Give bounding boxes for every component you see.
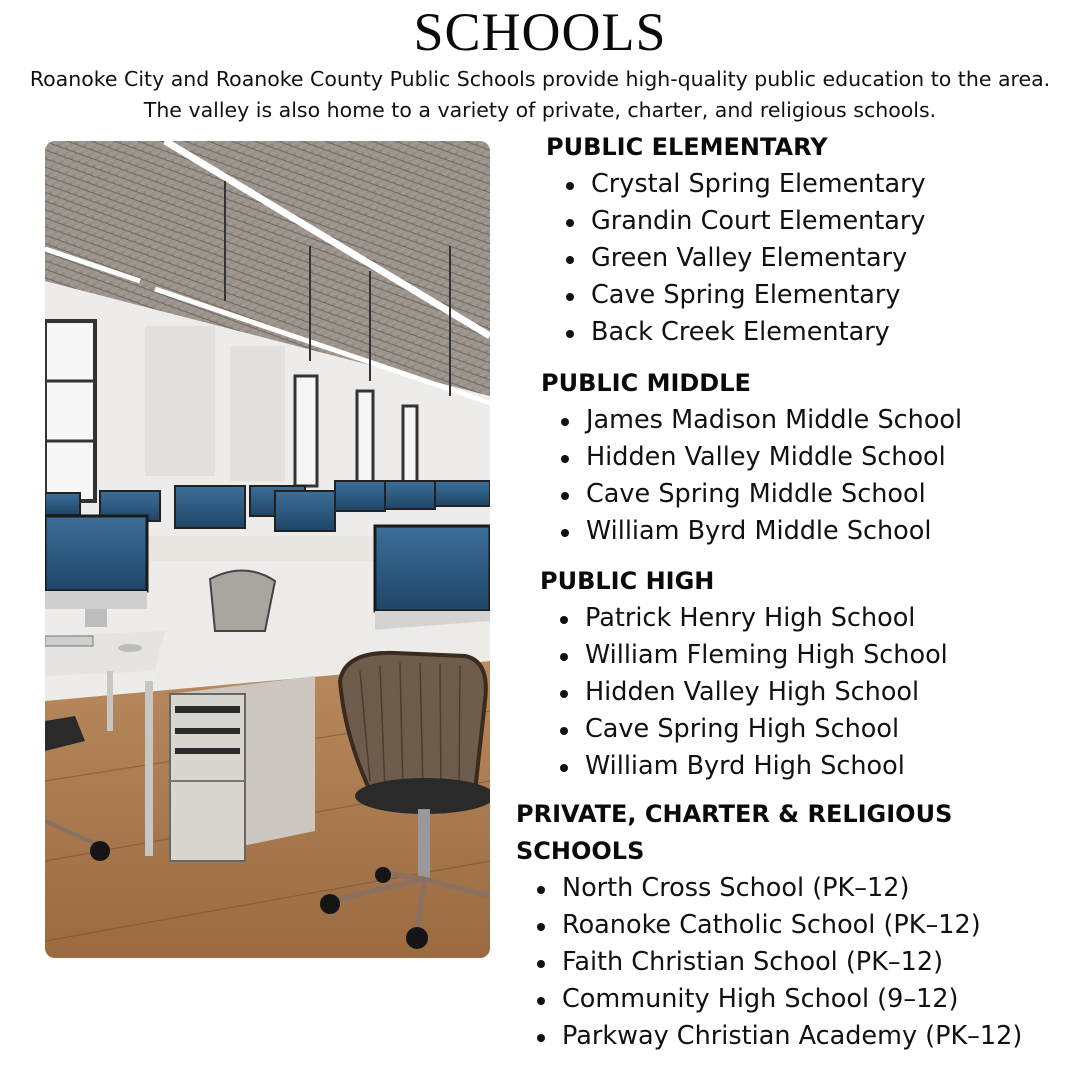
bullet-icon: [561, 492, 569, 500]
list-item: [591, 240, 926, 277]
bullet-icon: [537, 960, 545, 968]
page-title: SCHOOLS: [413, 2, 667, 62]
list-item: [562, 870, 1022, 907]
section-heading: PUBLIC MIDDLE: [541, 369, 751, 397]
list-item: [562, 981, 1022, 1018]
section-public-middle: [541, 365, 962, 550]
list-item: [586, 439, 962, 476]
list-item: [562, 1018, 1022, 1055]
school-name: Grandin Court Elementary: [591, 206, 926, 236]
school-name: North Cross School (PK–12): [562, 873, 910, 903]
school-name: Parkway Christian Academy (PK–12): [562, 1021, 1023, 1051]
section-private-charter-religious: [516, 796, 1022, 1055]
intro-paragraph: Roanoke City and Roanoke County Public Schools provide high-quality public education to the area. The valley is also home to a variety of private, charter, and religious schools.: [29, 67, 1051, 122]
section-heading-line1: PRIVATE, CHARTER & RELIGIOUS: [516, 800, 953, 828]
bullet-icon: [566, 182, 574, 190]
bullet-icon: [537, 886, 545, 894]
bullet-icon: [560, 727, 568, 735]
section-heading: PUBLIC HIGH: [540, 567, 715, 595]
school-list: [562, 870, 1022, 1055]
school-name: Community High School (9–12): [562, 984, 959, 1014]
list-item: [585, 637, 948, 674]
school-name: William Fleming High School: [585, 640, 948, 670]
school-name: Faith Christian School (PK–12): [562, 947, 944, 977]
school-name: William Byrd High School: [585, 751, 905, 781]
bullet-icon: [566, 256, 574, 264]
list-item: [591, 314, 926, 351]
list-item: [585, 711, 948, 748]
school-name: Back Creek Elementary: [591, 317, 890, 347]
list-item: [591, 166, 926, 203]
list-item: [585, 600, 948, 637]
school-name: Roanoke Catholic School (PK–12): [562, 910, 981, 940]
bullet-icon: [560, 690, 568, 698]
school-name: Cave Spring High School: [585, 714, 900, 744]
computer-lab-photo: [45, 141, 490, 958]
section-public-elementary: [546, 129, 926, 351]
section-heading-line2: SCHOOLS: [516, 837, 645, 865]
bullet-icon: [560, 764, 568, 772]
school-name: Hidden Valley High School: [585, 677, 920, 707]
list-item: [586, 476, 962, 513]
list-item: [586, 513, 962, 550]
bullet-icon: [561, 418, 569, 426]
bullet-icon: [537, 923, 545, 931]
school-name: Cave Spring Middle School: [586, 479, 926, 509]
bullet-icon: [566, 330, 574, 338]
school-list: [586, 402, 962, 550]
school-list: [585, 600, 948, 785]
list-item: [586, 402, 962, 439]
bullet-icon: [566, 219, 574, 227]
list-item: [591, 203, 926, 240]
list-item: [591, 277, 926, 314]
bullet-icon: [561, 455, 569, 463]
bullet-icon: [537, 1034, 545, 1042]
school-name: James Madison Middle School: [586, 405, 963, 435]
school-name: Patrick Henry High School: [585, 603, 916, 633]
school-list: [591, 166, 926, 351]
school-name: Crystal Spring Elementary: [591, 169, 926, 199]
bullet-icon: [537, 997, 545, 1005]
list-item: [562, 907, 1022, 944]
bullet-icon: [560, 616, 568, 624]
list-item: [562, 944, 1022, 981]
school-name: Green Valley Elementary: [591, 243, 908, 273]
bullet-icon: [560, 653, 568, 661]
school-name: Cave Spring Elementary: [591, 280, 901, 310]
list-item: [585, 748, 948, 785]
bullet-icon: [566, 293, 574, 301]
bullet-icon: [561, 529, 569, 537]
section-public-high: [540, 563, 948, 785]
list-item: [585, 674, 948, 711]
school-name: William Byrd Middle School: [586, 516, 932, 546]
section-heading: PUBLIC ELEMENTARY: [546, 133, 828, 161]
school-name: Hidden Valley Middle School: [586, 442, 946, 472]
